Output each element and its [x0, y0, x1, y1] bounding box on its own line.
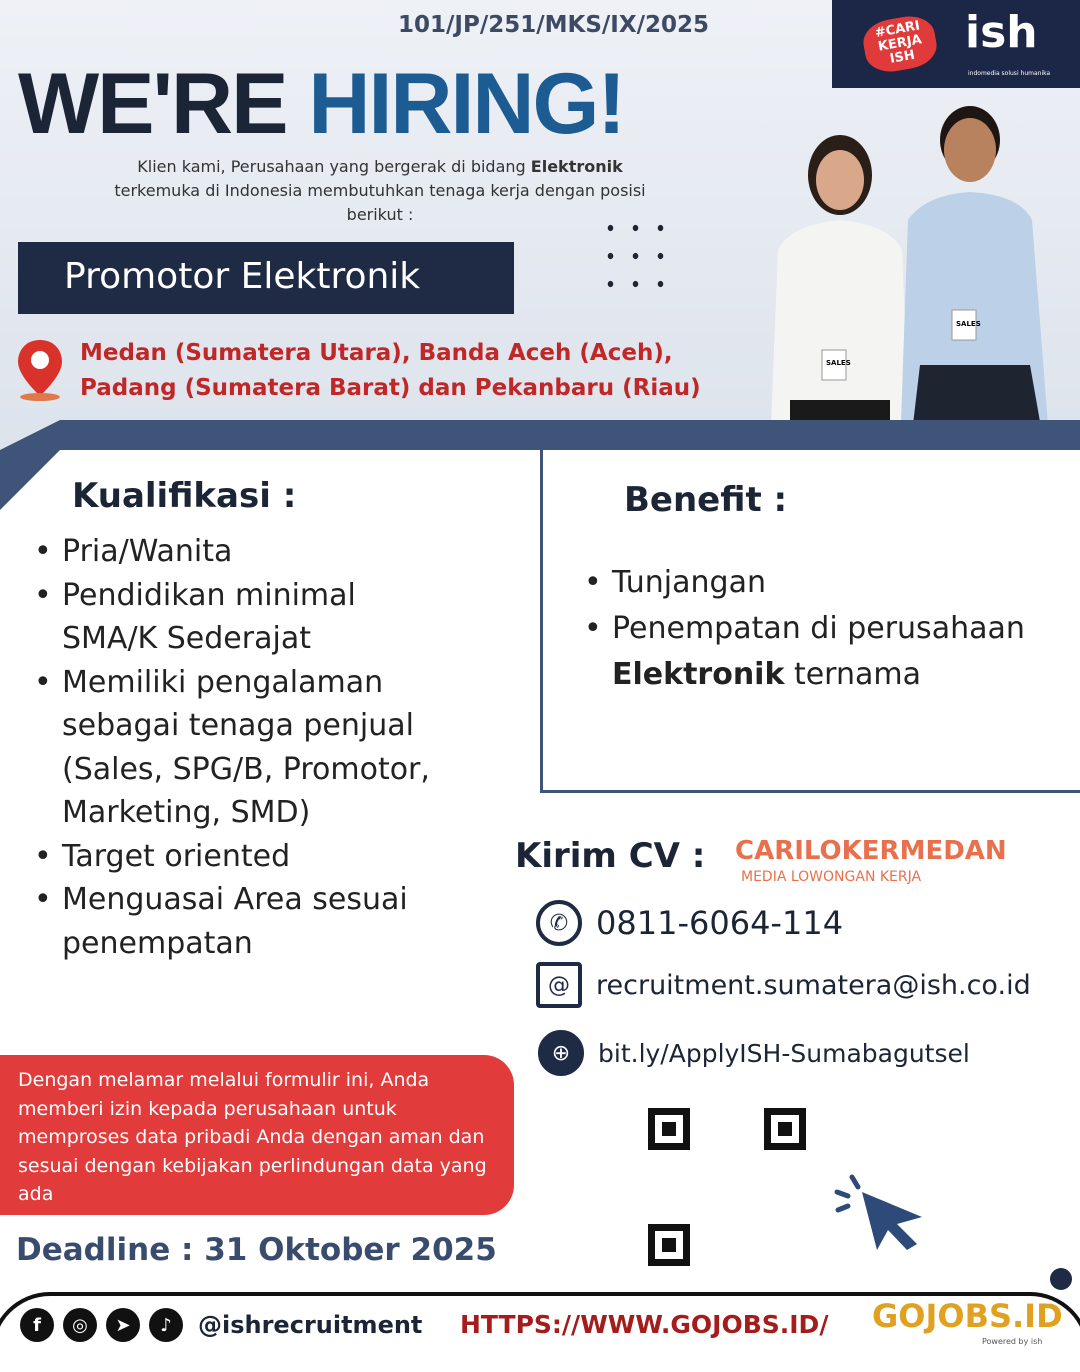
email-row: [536, 962, 1031, 1008]
list-item: • Tunjangan: [570, 560, 1050, 606]
position-banner: Promotor Elektronik: [18, 242, 514, 314]
intro-text-part1: Klien kami, Perusahaan yang bergerak di bidang: [137, 157, 531, 176]
apply-link[interactable]: bit.ly/ApplyISH-Sumabagutsel: [598, 1038, 970, 1068]
watermark-sub: MEDIA LOWONGAN KERJA: [741, 869, 922, 885]
contact-heading: Kirim CV :: [515, 836, 706, 876]
tiktok-icon[interactable]: ♪: [149, 1308, 183, 1342]
people-illustration: [760, 100, 1080, 450]
click-cursor-icon: [832, 1172, 932, 1252]
list-item: • Target oriented: [20, 835, 440, 879]
powered-by: Powered by ish: [982, 1337, 1043, 1346]
qr-code[interactable]: [648, 1108, 806, 1266]
qualifications-list: [20, 530, 440, 965]
qualifications-heading: Kualifikasi :: [72, 476, 297, 516]
intro-text-part2: terkemuka di Indonesia membutuhkan tenaga kerja dengan posisi berikut :: [114, 181, 646, 224]
list-item: • Pria/Wanita: [20, 530, 440, 574]
website-link[interactable]: HTTPS://WWW.GOJOBS.ID/: [460, 1310, 829, 1339]
list-item: • Memiliki pengalaman sebagai tenaga penjual (Sales, SPG/B, Promotor, Marketing, SMD): [20, 661, 440, 835]
dot-pattern: [598, 214, 678, 306]
facebook-icon[interactable]: f: [20, 1308, 54, 1342]
sales-badge: SALES: [956, 320, 981, 328]
phone-row: [536, 900, 843, 946]
social-handle[interactable]: @ishrecruitment: [198, 1311, 423, 1339]
consent-notice: Dengan melamar melalui formulir ini, Anda memberi izin kepada perusahaan untuk memproses data pribadi Anda dengan aman dan sesuai dengan kebijakan perlindungan data yang ada: [0, 1055, 514, 1215]
sales-badge: SALES: [826, 359, 851, 367]
divider-band: [0, 420, 1080, 450]
ish-logo: ish: [965, 7, 1038, 58]
web-row: [538, 1030, 970, 1076]
decor-dot: [1050, 1268, 1072, 1290]
benefit-text-post: ternama: [784, 657, 921, 692]
intro-text-bold: Elektronik: [530, 157, 623, 176]
benefit-list: [570, 560, 1050, 698]
social-links: [20, 1308, 422, 1342]
email-link[interactable]: recruitment.sumatera@ish.co.id: [596, 969, 1031, 1001]
qr-finder: [764, 1108, 806, 1150]
reference-code: 101/JP/251/MKS/IX/2025: [398, 12, 710, 38]
list-item: [570, 606, 1050, 698]
benefit-text-pre: Penempatan di perusahaan: [612, 611, 1025, 646]
page-title: [18, 55, 624, 154]
qr-finder: [648, 1224, 690, 1266]
gojobs-logo: GOJOBS.ID: [872, 1297, 1063, 1335]
title-part1: WE'RE: [18, 56, 287, 152]
location-line2: Padang (Sumatera Barat) dan Pekanbaru (Riau): [80, 375, 701, 401]
phone-number[interactable]: 0811-6064-114: [596, 904, 844, 942]
globe-icon: ⊕: [538, 1030, 584, 1076]
deadline: Deadline : 31 Oktober 2025: [16, 1232, 497, 1268]
location-pin-icon: [14, 336, 66, 402]
qr-finder: [648, 1108, 690, 1150]
whatsapp-icon: ✆: [536, 900, 582, 946]
list-item: • Menguasai Area sesuai penempatan: [20, 878, 440, 965]
intro-text: [100, 155, 660, 227]
title-part2: HIRING!: [308, 56, 624, 152]
ish-tagline: indomedia solusi humanika: [968, 70, 1051, 77]
watermark: CARILOKERMEDAN: [735, 836, 1007, 866]
cari-kerja-logo: #CARI KERJA ISH: [860, 12, 940, 76]
benefit-heading: Benefit :: [624, 480, 788, 520]
instagram-icon[interactable]: ◎: [63, 1308, 97, 1342]
list-item: • Pendidikan minimal SMA/K Sederajat: [20, 574, 440, 661]
telegram-icon[interactable]: ➤: [106, 1308, 140, 1342]
benefit-text-bold: Elektronik: [612, 657, 785, 692]
email-icon: @: [536, 962, 582, 1008]
divider-corner: [0, 450, 60, 510]
location-text: [80, 336, 701, 406]
location-line1: Medan (Sumatera Utara), Banda Aceh (Aceh),: [80, 340, 673, 366]
